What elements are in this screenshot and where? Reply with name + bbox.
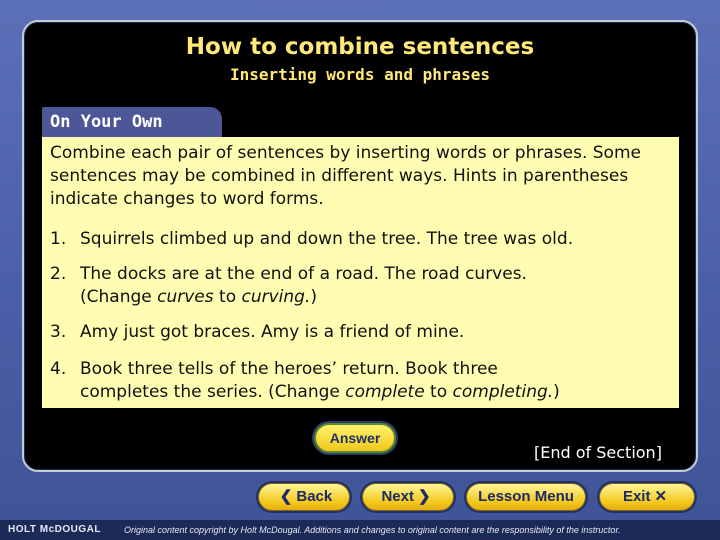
- next-label: Next: [381, 488, 414, 505]
- item-number: 1.: [50, 229, 67, 249]
- item-hint-emphasis: completing.: [452, 382, 554, 402]
- footer-bar: [0, 520, 720, 540]
- page-subtitle: Inserting words and phrases: [229, 65, 491, 84]
- item-text: Amy just got braces. Amy is a friend of mine.: [80, 322, 465, 342]
- item-hint: ): [310, 287, 318, 307]
- close-icon: ✕: [654, 488, 668, 505]
- item-text: Book three tells of the heroes’ return. Book three: [80, 359, 498, 379]
- lesson-menu-button[interactable]: [466, 483, 586, 511]
- chevron-right-icon: ❯: [417, 488, 431, 505]
- chevron-left-icon: ❮: [279, 488, 293, 505]
- publisher-logo: HOLT McDOUGAL: [8, 524, 101, 535]
- item-hint: ): [553, 382, 560, 402]
- exit-button[interactable]: [599, 483, 695, 511]
- list-item: [50, 228, 675, 251]
- list-item: [50, 358, 675, 404]
- item-hint-emphasis: complete: [345, 382, 425, 402]
- item-number: 4.: [50, 359, 67, 379]
- item-text: The docks are at the end of a road. The road curves.: [80, 264, 527, 284]
- lesson-menu-label: Lesson Menu: [478, 488, 574, 505]
- answer-button[interactable]: Answer: [314, 423, 396, 453]
- list-item: [50, 321, 675, 344]
- item-hint: to: [213, 287, 242, 307]
- item-hint: to: [424, 382, 453, 402]
- item-number: 3.: [50, 322, 67, 342]
- item-number: 2.: [50, 264, 67, 284]
- next-button[interactable]: [362, 483, 454, 511]
- item-text: Squirrels climbed up and down the tree. The tree was old.: [80, 229, 574, 249]
- page-title: How to combine sentences: [185, 34, 535, 60]
- exit-label: Exit: [622, 488, 651, 505]
- back-button[interactable]: [258, 483, 350, 511]
- back-label: Back: [296, 488, 333, 505]
- copyright-notice: Original content copyright by Holt McDougal. Additions and changes to original content are the responsibility of the instructor.: [124, 525, 621, 535]
- item-hint-emphasis: curves: [157, 287, 214, 307]
- section-tab: On Your Own: [42, 107, 222, 141]
- content-panel: [42, 137, 679, 408]
- end-of-section-link[interactable]: [End of Section]: [534, 443, 662, 462]
- instructions: Combine each pair of sentences by inserting words or phrases. Some sentences may be combined in different ways. Hints in parentheses indicate changes to word forms.: [50, 143, 641, 209]
- item-hint-emphasis: curving.: [241, 287, 311, 307]
- item-text: completes the series. (Change: [80, 382, 346, 402]
- item-hint: (Change: [80, 287, 158, 307]
- list-item: [50, 263, 675, 309]
